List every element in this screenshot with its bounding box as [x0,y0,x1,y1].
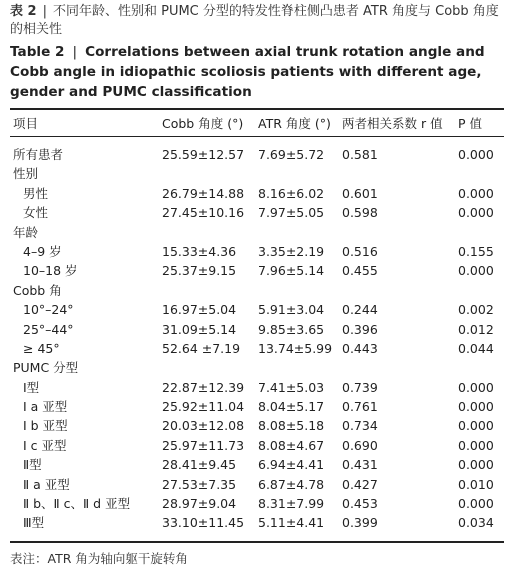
r-value: 0.601 [342,185,378,201]
table-row [0,300,514,319]
r-value: 0.690 [342,437,378,453]
r-value: 0.739 [342,379,378,395]
cobb-value: 25.92±11.04 [162,399,245,415]
cobb-value: 33.10±11.45 [162,515,245,531]
row-label: 4–9 岁 [23,243,62,259]
row-label: 10°–24° [23,302,74,318]
p-value: 0.000 [458,185,494,201]
r-value: 0.399 [342,515,378,531]
atr-value: 8.16±6.02 [258,185,325,201]
row-label: Ⅱ b、Ⅱ c、Ⅱ d 亚型 [23,496,131,512]
row-label: Ⅲ型 [23,515,45,531]
table-caption-english [10,42,508,102]
row-label: 性别 [13,166,39,182]
cobb-value: 25.37±9.15 [162,263,237,279]
table-row [0,145,514,164]
p-value: 0.000 [458,205,494,221]
cobb-value: 16.97±5.04 [162,302,237,318]
p-value: 0.044 [458,340,494,356]
table-row [0,416,514,435]
row-label: Ⅱ a 亚型 [23,476,70,492]
atr-value: 7.97±5.05 [258,205,325,221]
cobb-value: 27.53±7.35 [162,476,237,492]
p-value: 0.000 [458,379,494,395]
atr-value: 5.91±3.04 [258,302,325,318]
table-bottom-rule [10,541,504,543]
p-value: 0.155 [458,243,494,259]
table-row [0,378,514,397]
table-row [0,358,514,377]
header-p-value: P 值 [458,116,483,131]
cobb-value: 31.09±5.14 [162,321,237,337]
table-row [0,339,514,358]
table-row [0,494,514,513]
table-body [0,145,514,533]
table-row [0,223,514,242]
row-label: 年龄 [13,224,39,240]
p-value: 0.000 [458,399,494,415]
table-row [0,184,514,203]
r-value: 0.396 [342,321,378,337]
p-value: 0.000 [458,263,494,279]
atr-value: 9.85±3.65 [258,321,325,337]
row-label: 10–18 岁 [23,263,78,279]
p-value: 0.000 [458,147,494,162]
r-value: 0.734 [342,418,378,434]
p-value: 0.000 [458,496,494,512]
atr-value: 8.08±4.67 [258,437,325,453]
r-value: 0.443 [342,340,378,356]
caption-separator: | [42,4,47,19]
cobb-value: 26.79±14.88 [162,185,245,201]
table-header-rule [10,136,504,137]
cobb-value: 15.33±4.36 [162,243,237,259]
row-label: 所有患者 [13,147,64,162]
r-value: 0.427 [342,476,378,492]
table-label-english: Table 2 [10,44,65,60]
caption-text-chinese: 不同年龄、性别和 PUMC 分型的特发性脊柱侧凸患者 ATR 角度与 Cobb 角度的相关性 [10,4,499,37]
row-label: Ⅰ型 [23,379,40,395]
r-value: 0.244 [342,302,378,318]
row-label: 25°–44° [23,321,74,337]
table-row [0,455,514,474]
atr-value: 7.96±5.14 [258,263,325,279]
cobb-value: 27.45±10.16 [162,205,245,221]
cobb-value: 20.03±12.08 [162,418,245,434]
table-row [0,475,514,494]
row-label: PUMC 分型 [13,360,79,376]
atr-value: 7.41±5.03 [258,379,325,395]
table-row [0,203,514,222]
atr-value: 6.94±4.41 [258,457,325,473]
header-cobb-angle: Cobb 角度 (°) [162,116,244,131]
cobb-value: 22.87±12.39 [162,379,245,395]
atr-value: 5.11±4.41 [258,515,325,531]
table-note: 表注：ATR 角为轴向躯干旋转角 [10,551,188,566]
table-row [0,261,514,280]
r-value: 0.581 [342,147,378,162]
atr-value: 7.69±5.72 [258,147,325,162]
header-correlation-r: 两者相关系数 r 值 [342,116,443,131]
header-atr-angle: ATR 角度 (°) [258,116,331,131]
table-caption-chinese [10,3,506,39]
cobb-value: 28.97±9.04 [162,496,237,512]
r-value: 0.453 [342,496,378,512]
p-value: 0.012 [458,321,494,337]
atr-value: 8.04±5.17 [258,399,325,415]
table-row [0,164,514,183]
atr-value: 6.87±4.78 [258,476,325,492]
header-item: 项目 [13,116,39,131]
atr-value: 3.35±2.19 [258,243,325,259]
row-label: Cobb 角 [13,282,62,298]
r-value: 0.598 [342,205,378,221]
p-value: 0.034 [458,515,494,531]
row-label: Ⅱ型 [23,457,42,473]
caption-separator: | [72,44,78,60]
row-label: Ⅰ b 亚型 [23,418,68,434]
p-value: 0.000 [458,437,494,453]
r-value: 0.516 [342,243,378,259]
r-value: 0.455 [342,263,378,279]
table-row [0,436,514,455]
atr-value: 13.74±5.99 [258,340,333,356]
atr-value: 8.31±7.99 [258,496,325,512]
cobb-value: 25.59±12.57 [162,147,245,162]
cobb-value: 28.41±9.45 [162,457,237,473]
row-label: 女性 [23,205,49,221]
table-row [0,513,514,532]
caption-text-english: Correlations between axial trunk rotation angle and Cobb angle in idiopathic scoliosis patients with different age, gender and PUMC classification [10,44,485,100]
r-value: 0.431 [342,457,378,473]
table-row [0,281,514,300]
table-row [0,242,514,261]
row-label: Ⅰ a 亚型 [23,399,68,415]
cobb-value: 25.97±11.73 [162,437,245,453]
table-top-rule [10,108,504,110]
p-value: 0.000 [458,418,494,434]
table-label-chinese: 表 2 [10,4,37,19]
atr-value: 8.08±5.18 [258,418,325,434]
table-row [0,397,514,416]
row-label: Ⅰ c 亚型 [23,437,67,453]
table-header-row [0,114,514,134]
table-row [0,320,514,339]
row-label: ≥ 45° [23,340,60,356]
cobb-value: 52.64 ±7.19 [162,340,241,356]
r-value: 0.761 [342,399,378,415]
row-label: 男性 [23,185,49,201]
p-value: 0.000 [458,457,494,473]
p-value: 0.010 [458,476,494,492]
p-value: 0.002 [458,302,494,318]
